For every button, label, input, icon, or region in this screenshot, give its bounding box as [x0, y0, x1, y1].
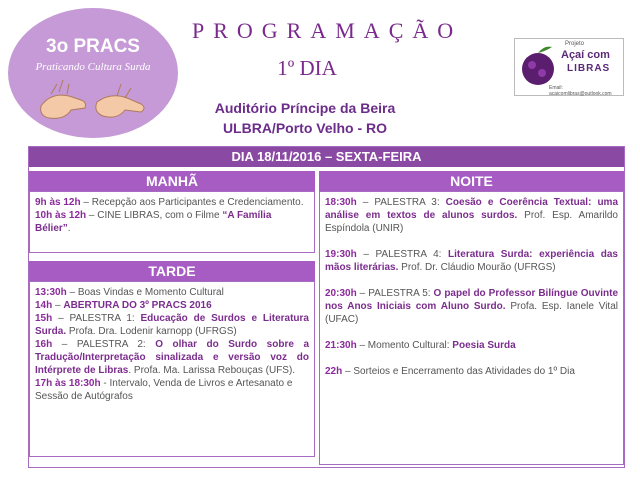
manha-heading: MANHÃ [29, 171, 315, 191]
hands-icon [33, 76, 153, 126]
acai-grape-icon [518, 43, 558, 91]
venue-name: Auditório Príncipe da Beira [214, 100, 396, 116]
list-item: 14h – ABERTURA DO 3º PRACS 2016 [35, 300, 212, 311]
logo-title: 3o PRACS [46, 36, 140, 57]
list-item: 10h às 12h – CINE LIBRAS, com o Filme “A Família Bélier”. [35, 210, 272, 234]
list-item: 13:30h – Boas Vindas e Momento Cultural [35, 287, 224, 298]
list-item: 16h – PALESTRA 2: O olhar do Surdo sobre a Tradução/Interpretação sinalizada e versão voz do Intérprete de Libras. Profa. Ma. Larissa Rebouças (UFS). [35, 339, 310, 376]
noite-heading: NOITE [319, 171, 624, 191]
page-subtitle: 1º DIA [277, 56, 337, 80]
logo-project-label: Projeto [565, 41, 585, 47]
day-header: DIA 18/11/2016 – SEXTA-FEIRA [29, 147, 624, 167]
right-column [319, 171, 624, 465]
manha-box [29, 191, 315, 253]
page-title: PROGRAMAÇÃO [192, 18, 463, 43]
venue-city: ULBRA/Porto Velho - RO [222, 120, 388, 136]
list-item: 9h às 12h – Recepção aos Participantes e Credenciamento. [35, 197, 304, 208]
list-item: 15h – PALESTRA 1: Educação de Surdos e Literatura Surda. Profa. Dra. Lodenir karnopp (UFRGS) [35, 313, 309, 337]
list-item: 22h – Sorteios e Encerramento das Atividades do 1º Dia [325, 366, 575, 377]
acai-libras-logo [514, 38, 624, 96]
list-item: 21:30h – Momento Cultural: Poesia Surda [325, 340, 516, 351]
logo-email: Email: acaicomlibras@outlook.com [549, 85, 612, 97]
logo-name-line1: Açaí com [561, 49, 610, 61]
venue [180, 98, 430, 138]
logo-name-line2: LIBRAS [567, 63, 611, 74]
noite-box [319, 191, 624, 465]
logo-tagline: Praticando Cultura Surda [35, 61, 151, 73]
tarde-box [29, 281, 315, 457]
schedule-table [28, 146, 625, 468]
pracs-logo [8, 8, 178, 138]
tarde-heading: TARDE [29, 261, 315, 281]
list-item: 18:30h – PALESTRA 3: Coesão e Coerência Textual: uma análise em textos de alunos surdos. Prof. Esp. Amarildo Espíndola (UNIR) [325, 197, 618, 234]
left-column [29, 171, 315, 457]
list-item: 17h às 18:30h - Intervalo, Venda de Livros e Artesanato e Sessão de Autógrafos [35, 378, 293, 402]
list-item: 19:30h – PALESTRA 4: Literatura Surda: experiência das mãos literárias. Prof. Dr. Cláudio Mourão (UFRGS) [325, 249, 618, 273]
list-item: 20:30h – PALESTRA 5: O papel do Professor Bilíngue Ouvinte nos Anos Iniciais com Aluno Surdo. Profa. Esp. Ianele Vital (UFAC) [325, 288, 619, 325]
